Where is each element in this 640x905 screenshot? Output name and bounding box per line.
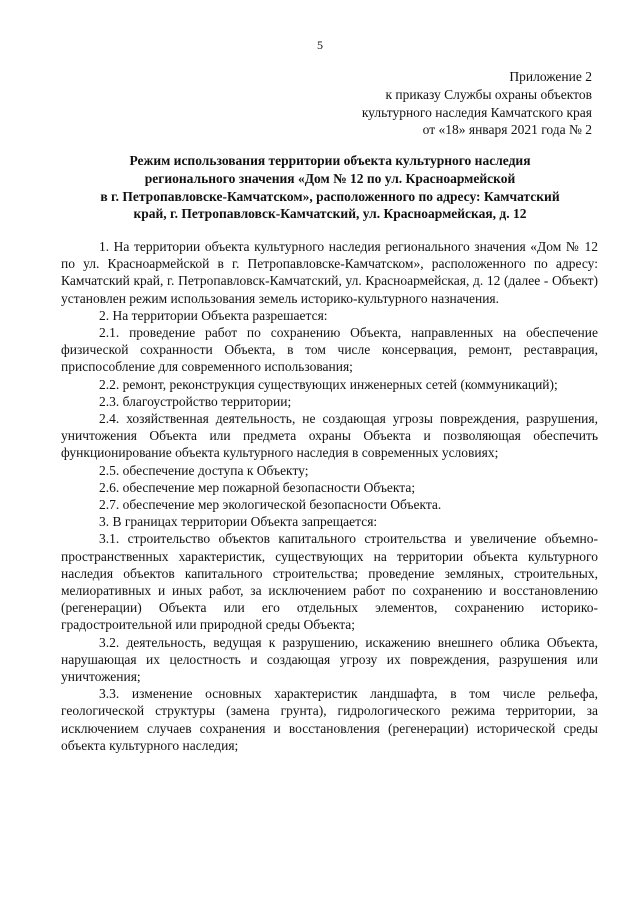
paragraph-2-6: 2.6. обеспечение мер пожарной безопасности Объекта; [99,479,416,495]
appendix-header [252,68,592,139]
page-number: 5 [317,38,323,52]
document-body [61,238,598,754]
title-line: Режим использования территории объекта культурного наследия [129,153,531,168]
appendix-line: Приложение 2 [509,69,592,84]
paragraph-2-2: 2.2. ремонт, реконструкция существующих инженерных сетей (коммуникаций); [99,376,558,392]
paragraph-1: 1. На территории объекта культурного наследия регионального значения «Дом № 12 по ул. Красноармейской в г. Петропавловске-Камчатском», расположенного по адресу: Камчатский край, г. Петропавловск-Камчатский, ул. Красноармейская, д. 12 (далее - Объект) установлен режим использования земель историко-культурного назначения. [61,239,598,306]
title-line: в г. Петропавловске-Камчатском», расположенного по адресу: Камчатский [100,188,560,204]
paragraph-2-7: 2.7. обеспечение мер экологической безопасности Объекта. [99,497,442,513]
document-title [60,152,600,223]
appendix-line: к приказу Службы охраны объектов [385,86,592,102]
title-line: регионального значения «Дом № 12 по ул. Красноармейской [144,170,516,186]
title-line: край, г. Петропавловск-Камчатский, ул. Красноармейская, д. 12 [133,206,527,222]
paragraph-2: 2. На территории Объекта разрешается: [99,307,328,323]
paragraph-2-4: 2.4. хозяйственная деятельность, не создающая угрозы повреждения, разрушения, уничтожения Объекта или предмета охраны Объекта и позволяющая обеспечить функционирование объекта культурного наследия в современных условиях; [61,411,598,461]
paragraph-2-5: 2.5. обеспечение доступа к Объекту; [99,462,309,478]
paragraph-3-3: 3.3. изменение основных характеристик ландшафта, в том числе рельефа, геологической структуры (замена грунта), гидрологического режима территории, за исключением случаев сохранения и восстановления (регенерации) исторической среды объекта культурного наследия; [61,686,598,753]
appendix-line: культурного наследия Камчатского края [361,104,592,120]
paragraph-3-2: 3.2. деятельность, ведущая к разрушению, искажению внешнего облика Объекта, нарушающая их целостность и создающая угрозу их повреждения, разрушения или уничтожения; [61,634,598,685]
paragraph-2-1: 2.1. проведение работ по сохранению Объекта, направленных на обеспечение физической сохранности Объекта, в том числе консервация, ремонт, реставрация, приспособление для современного использования; [61,325,598,375]
paragraph-3-1: 3.1. строительство объектов капитального строительства и увеличение объемно-пространственных характеристик, существующих на территории объекта культурного наследия объектов капитального строительства; проведение земляных, строительных, мелиоративных и иных работ, за исключением работ по сохранению и восстановлению (регенерации) Объекта или его отдельных элементов, сохранению историко-градостроительной или природной среды Объекта; [61,531,598,633]
paragraph-3: 3. В границах территории Объекта запрещается: [99,514,378,530]
appendix-line: от «18» января 2021 года № 2 [422,122,592,138]
paragraph-2-3: 2.3. благоустройство территории; [99,393,292,409]
